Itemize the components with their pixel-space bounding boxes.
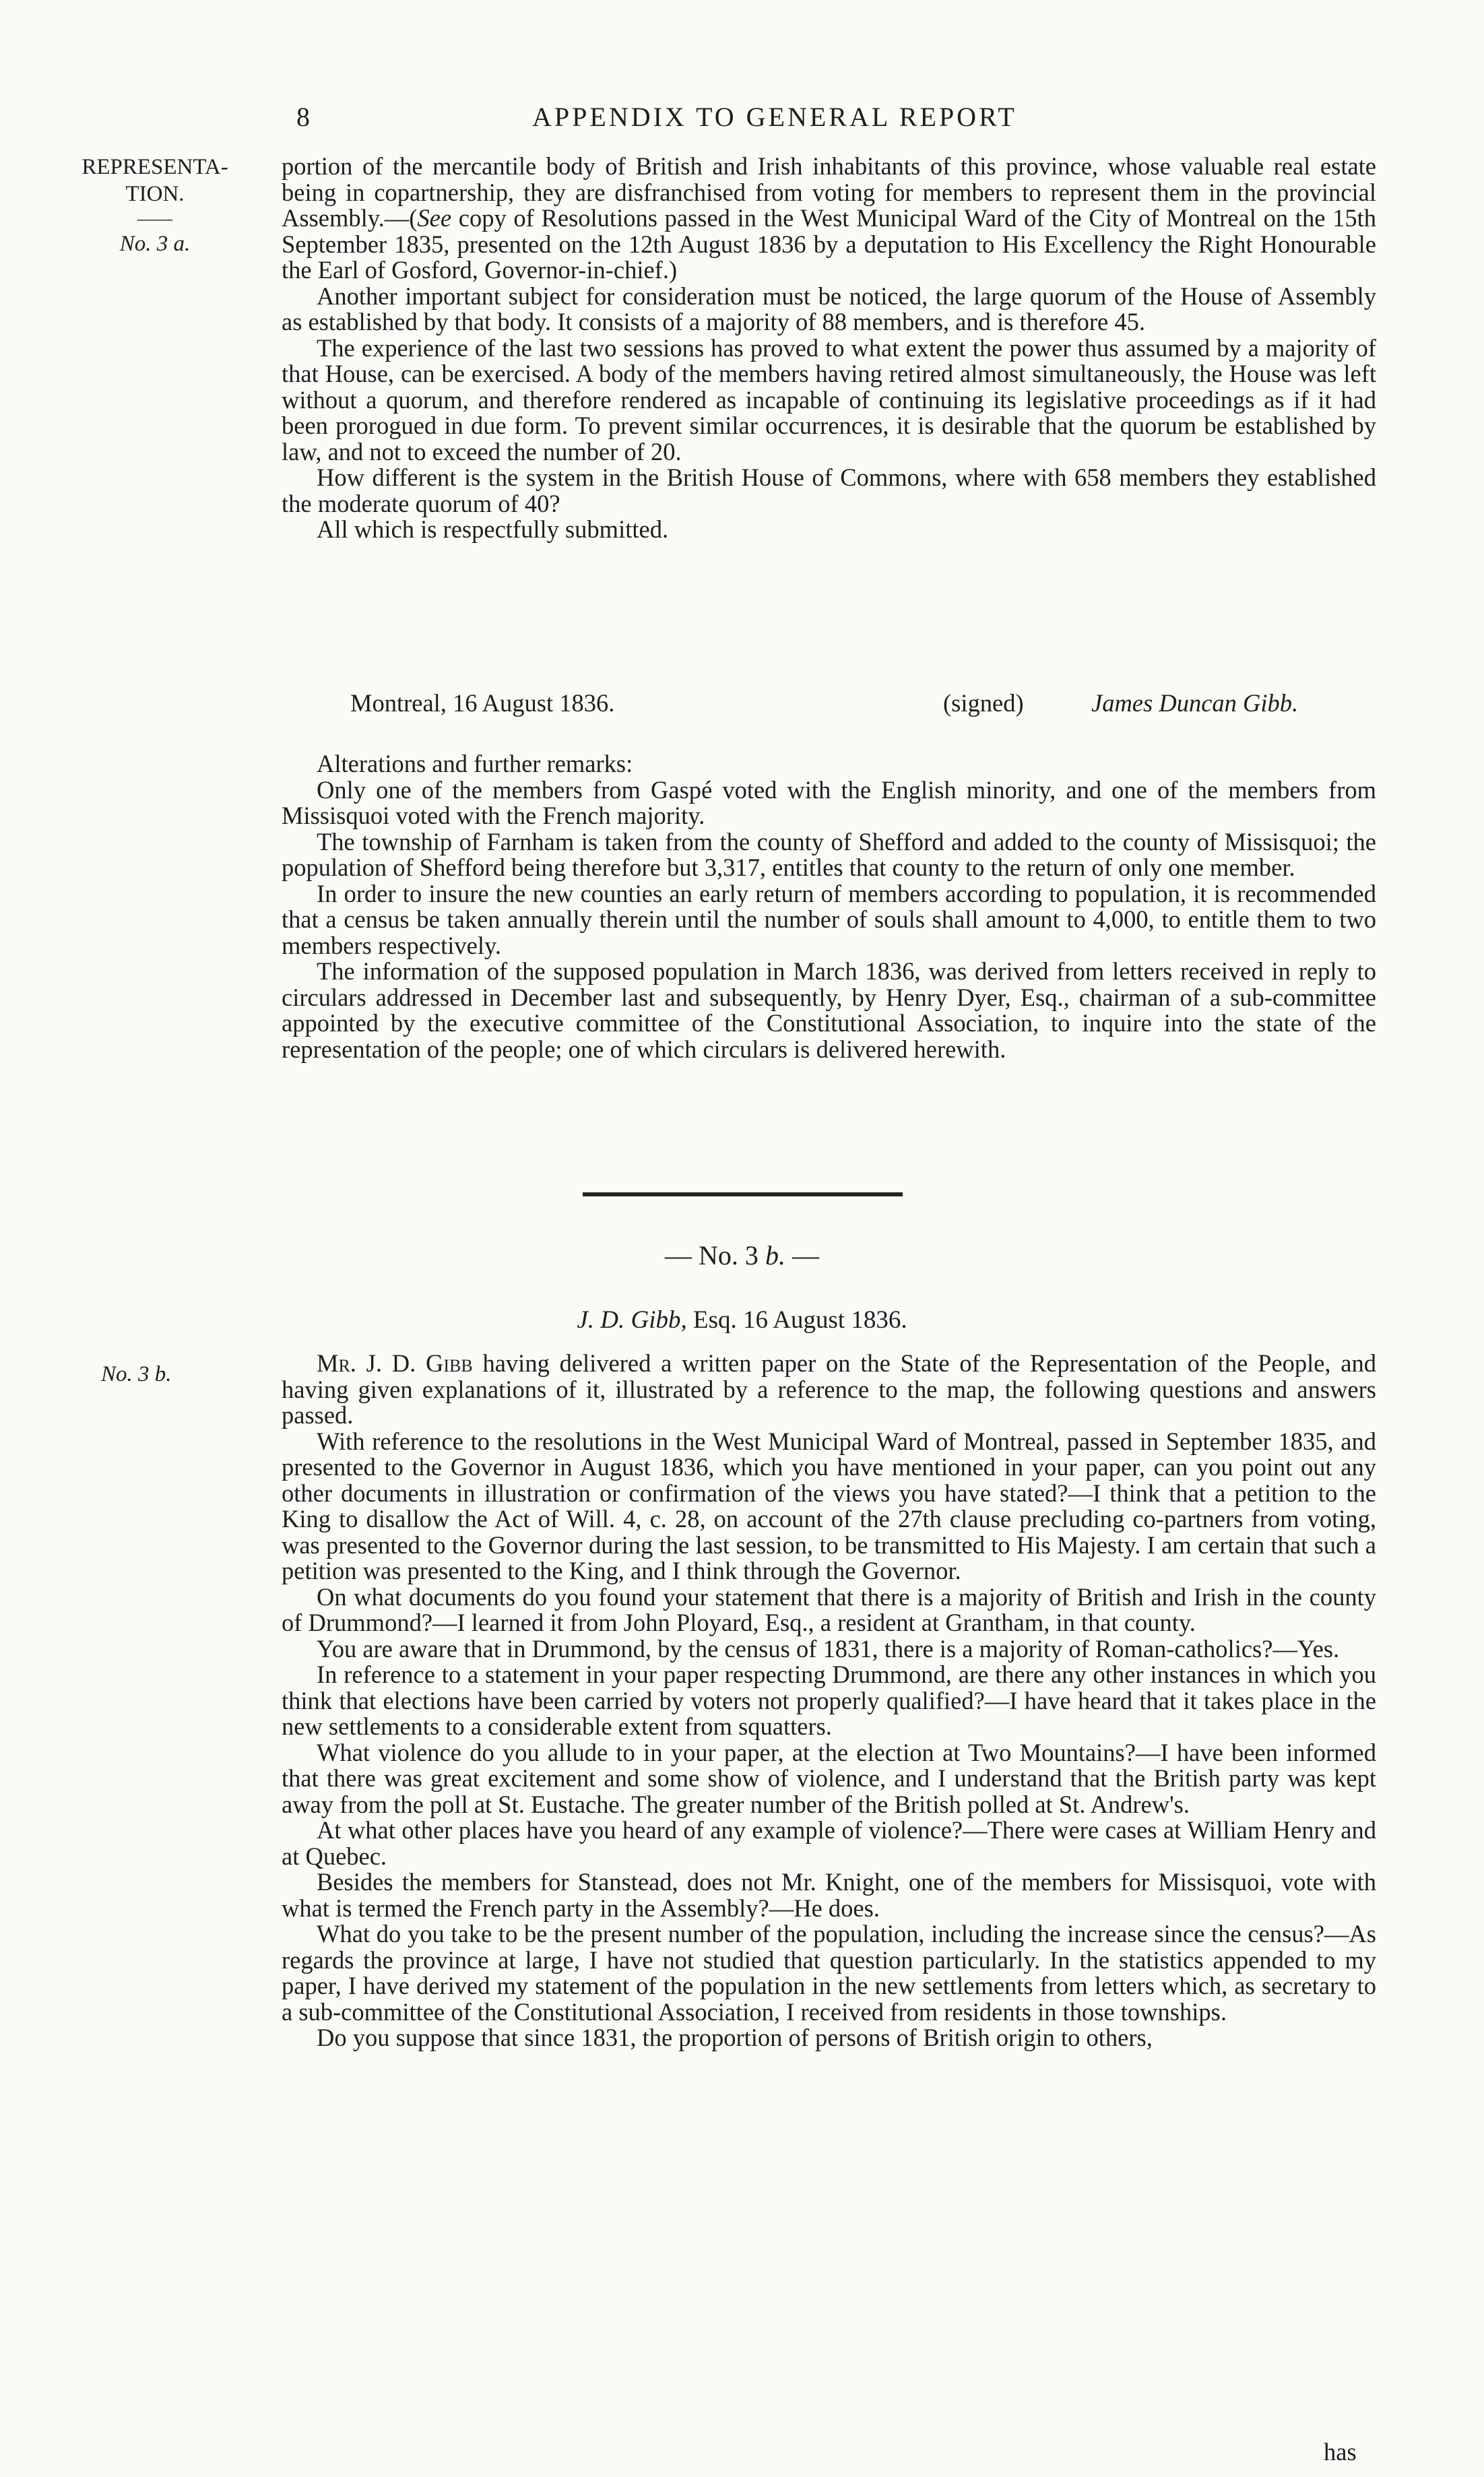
alterations-heading: Alterations and further remarks:	[317, 750, 633, 777]
margin-note-rule: ——	[137, 209, 172, 228]
question-mr-knight: Besides the members for Stanstead, does not Mr. Knight, one of the members for Missisquoi, vote with what is termed the French party in the Assembly?—He does.	[282, 1868, 1376, 1922]
signature-signed-label: (signed)	[943, 689, 1024, 717]
signature-name: James Duncan Gibb.	[1091, 689, 1299, 717]
section-heading-3b: — No. 3 b. —	[665, 1240, 819, 1270]
alterations-remarks	[282, 751, 1376, 1062]
alteration-population-info: The information of the supposed population in March 1836, was derived from letters received in reply to circulars addressed in December last and subsequently, by Henry Dyer, Esq., chairman of a sub-committee appointed by the executive committee of the Constitutional Association, to inquire into the state of the representation of the people; one of which circulars is delivered herewith.	[282, 957, 1376, 1063]
alteration-census: In order to insure the new counties an early return of members according to population, it is recommended that a census be taken annually therein until the number of souls shall amount to 4,000, to entitle them to two members respectively.	[282, 879, 1376, 959]
margin-note-number-3a: No. 3 a.	[119, 232, 191, 256]
catchword: has	[1324, 2438, 1357, 2466]
witness-line: J. D. Gibb, Esq. 16 August 1836.	[577, 1306, 907, 1334]
question-other-violence: At what other places have you heard of any example of violence?—There were cases at William Henry and at Quebec.	[282, 1816, 1376, 1870]
question-two-mountains: What violence do you allude to in your paper, at the election at Two Mountains?—I have been informed that there was great excitement and some show of violence, and I understand that the British party was kept away from the poll at St. Eustache. The greater number of the British polled at St. Andrew's.	[282, 1738, 1376, 1818]
question-resolutions: With reference to the resolutions in the West Municipal Ward of Montreal, passed in September 1835, and presented to the Governor in August 1836, which you have mentioned in your paper, can you point out any other documents in illustration or confirmation of the views you have stated?—I think that a petition to the King to disallow the Act of Will. 4, c. 28, on account of the 27th clause precluding co-partners from voting, was presented to the Governor during the last session, to be transmitted to His Majesty. I am certain that such a petition was presented to the King, and I think through the Governor.	[282, 1427, 1376, 1584]
question-population: What do you take to be the present number of the population, including the increase since the census?—As regards the province at large, I have not studied that question particularly. In the statistics appended to my paper, I have derived my statement of the population in the new settlements from letters which, as secretary to a sub-committee of the Constitutional Association, I received from residents in those townships.	[282, 1920, 1376, 2026]
margin-note-section-line1: REPRESENTA-	[82, 155, 228, 179]
page-header	[0, 101, 1484, 141]
paragraph-house-of-commons: How different is the system in the British House of Commons, where with 658 members they established the moderate quorum of 40?	[282, 463, 1376, 517]
evidence-intro: Mr. J. D. Gibb having delivered a written paper on the State of the Representation of the People, and having given explanations of it, illustrated by a reference to the map, the following questions and answers passed.	[282, 1349, 1377, 1429]
question-unqualified-voters: In reference to a statement in your paper respecting Drummond, are there any other instances in which you think that elections have been carried by voters not properly qualified?—I have heard that it takes place in the new settlements to a considerable extent from squatters.	[282, 1661, 1376, 1740]
margin-note-section-line2: TION.	[125, 182, 185, 206]
alteration-farnham: The township of Farnham is taken from the county of Shefford and added to the county of Missisquoi; the population of Shefford being therefore but 3,317, entitles that county to the return of only one member.	[282, 827, 1376, 881]
section-divider	[583, 1192, 903, 1196]
report-text-part-a	[282, 154, 1376, 543]
margin-note-section	[47, 154, 263, 257]
margin-note-number-3b: No. 3 b.	[101, 1362, 172, 1386]
paragraph-submitted: All which is respectfully submitted.	[317, 515, 669, 543]
paragraph-quorum-subject: Another important subject for consideration must be noticed, the large quorum of the House of Assembly as established by that body. It consists of a majority of 88 members, and is therefore 45.	[282, 282, 1376, 335]
page-number: 8	[296, 102, 310, 132]
running-title: APPENDIX TO GENERAL REPORT	[532, 102, 1017, 132]
question-drummond-documents: On what documents do you found your statement that there is a majority of British and Irish in the county of Drummond?—I learned it from John Ployard, Esq., a resident at Grantham, in that county.	[282, 1582, 1376, 1636]
alteration-gaspe: Only one of the members from Gaspé voted with the English minority, and one of the members from Missisquoi voted with the French majority.	[282, 775, 1376, 829]
paragraph-quorum-intro: portion of the mercantile body of British and Irish inhabitants of this province, whose valuable real estate being in copartnership, they are disfranchised from voting for members to represent them in the provincial Assembly.—(See copy of Resolutions passed in the West Municipal Ward of the City of Montreal on the 15th September 1835, presented on the 12th August 1836 by a deputation to His Excellency the Right Honourable the Earl of Gosford, Governor-in-chief.)	[282, 152, 1376, 284]
signature-place-date: Montreal, 16 August 1836.	[350, 689, 615, 717]
question-drummond-census: You are aware that in Drummond, by the census of 1831, there is a majority of Roman-catholics?—Yes.	[317, 1634, 1340, 1663]
evidence-text-part-b	[282, 1351, 1376, 2051]
paragraph-sessions-experience: The experience of the last two sessions has proved to what extent the power thus assumed by a majority of that House, can be exercised. A body of the members having retired almost simultaneously, the House was left without a quorum, and therefore rendered as incapable of continuing its legislative proceedings as if it had been prorogued in due form. To prevent similar occurrences, it is desirable that the quorum be established by law, and not to exceed the number of 20.	[282, 333, 1376, 465]
question-british-proportion: Do you suppose that since 1831, the proportion of persons of British origin to others,	[317, 2024, 1153, 2051]
